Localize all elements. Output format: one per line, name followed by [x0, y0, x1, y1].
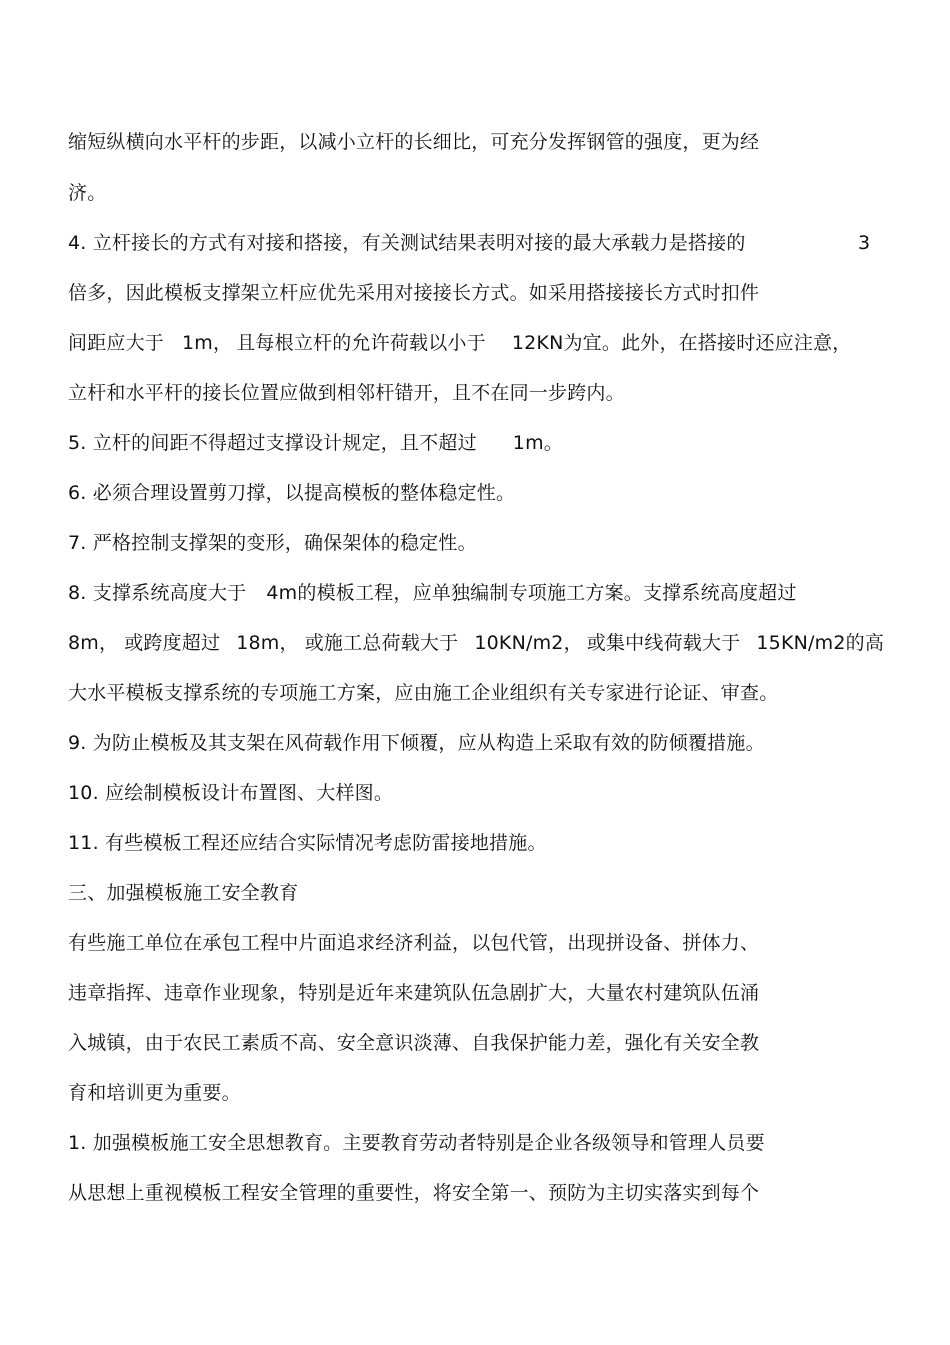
text-segment: 缩短纵横向水平杆的步距，以减小立杆的长细比，可充分发挥钢管的强度，更为经	[68, 131, 760, 153]
text-segment: 12KN为宜。此外，在搭接时还应注意，	[511, 332, 852, 354]
text-segment: 8. 支撑系统高度大于	[68, 582, 247, 604]
text-line	[68, 1128, 765, 1158]
text-segment: 违章指挥、违章作业现象，特别是近年来建筑队伍急剧扩大，大量农村建筑队伍涌	[68, 982, 760, 1004]
section-heading	[68, 878, 298, 908]
text-segment: 济。	[68, 182, 107, 204]
text-segment: 间距应大于	[68, 332, 165, 354]
text-line	[68, 328, 851, 358]
text-line	[68, 478, 515, 508]
text-segment: 10. 应绘制模板设计布置图、大样图。	[68, 782, 394, 804]
text-segment: 18m，	[236, 632, 299, 654]
text-line	[68, 578, 797, 608]
text-segment: 入城镇，由于农民工素质不高、安全意识淡薄、自我保护能力差，强化有关安全教	[68, 1032, 760, 1054]
text-line	[68, 1028, 759, 1058]
text-line	[68, 928, 759, 958]
text-segment: 11. 有些模板工程还应结合实际情况考虑防雷接地措施。	[68, 832, 547, 854]
text-line	[68, 228, 878, 258]
text-line	[68, 1078, 241, 1108]
text-segment: 育和培训更为重要。	[68, 1082, 241, 1104]
text-segment: 4m的模板工程，应单独编制专项施工方案。支撑系统高度超过	[266, 582, 797, 604]
text-segment: 10KN/m2，	[474, 632, 583, 654]
text-segment: 或跨度超过	[124, 632, 221, 654]
text-segment: 15KN/m2的高	[756, 632, 885, 654]
text-segment: 从思想上重视模板工程安全管理的重要性，将安全第一、预防为主切实落实到每个	[68, 1182, 760, 1204]
text-segment: 6. 必须合理设置剪刀撑，以提高模板的整体稳定性。	[68, 482, 516, 504]
text-segment: 有些施工单位在承包工程中片面追求经济利益，以包代管，出现拼设备、拼体力、	[68, 932, 760, 954]
text-segment: 7. 严格控制支撑架的变形，确保架体的稳定性。	[68, 532, 477, 554]
text-segment: 倍多，因此模板支撑架立杆应优先采用对接接长方式。如采用搭接接长方式时扣件	[68, 282, 760, 304]
text-segment: 1. 加强模板施工安全思想教育。主要教育劳动者特别是企业各级领导和管理人员要	[68, 1132, 765, 1154]
text-segment: 或集中线荷载大于	[586, 632, 741, 654]
text-line	[68, 778, 393, 808]
text-line	[68, 278, 759, 308]
text-segment: 大水平模板支撑系统的专项施工方案，应由施工企业组织有关专家进行论证、审查。	[68, 682, 779, 704]
text-line	[68, 678, 778, 708]
text-segment: 8m，	[68, 632, 119, 654]
text-segment: 9. 为防止模板及其支架在风荷载作用下倾覆，应从构造上采取有效的防倾覆措施。	[68, 732, 765, 754]
text-line	[68, 728, 765, 758]
text-segment: 或施工总荷载大于	[304, 632, 459, 654]
text-line	[68, 127, 759, 157]
text-segment: 立杆和水平杆的接长位置应做到相邻杆错开，且不在同一步跨内。	[68, 382, 625, 404]
text-segment: 5. 立杆的间距不得超过支撑设计规定，且不超过	[68, 432, 477, 454]
text-line	[68, 978, 759, 1008]
text-segment: 1m，	[182, 332, 233, 354]
text-segment: 1m。	[512, 432, 563, 454]
text-line	[68, 178, 106, 208]
text-line	[68, 528, 477, 558]
text-segment: 4. 立杆接长的方式有对接和搭接，有关测试结果表明对接的最大承载力是搭接的	[68, 232, 746, 254]
text-line	[68, 828, 547, 858]
text-segment: 3	[858, 232, 871, 254]
text-segment: 三、加强模板施工安全教育	[68, 882, 299, 904]
text-line	[68, 628, 884, 658]
text-line	[68, 378, 625, 408]
text-segment: 且每根立杆的允许荷载以小于	[236, 332, 486, 354]
text-line	[68, 1178, 759, 1208]
text-line	[68, 428, 563, 458]
